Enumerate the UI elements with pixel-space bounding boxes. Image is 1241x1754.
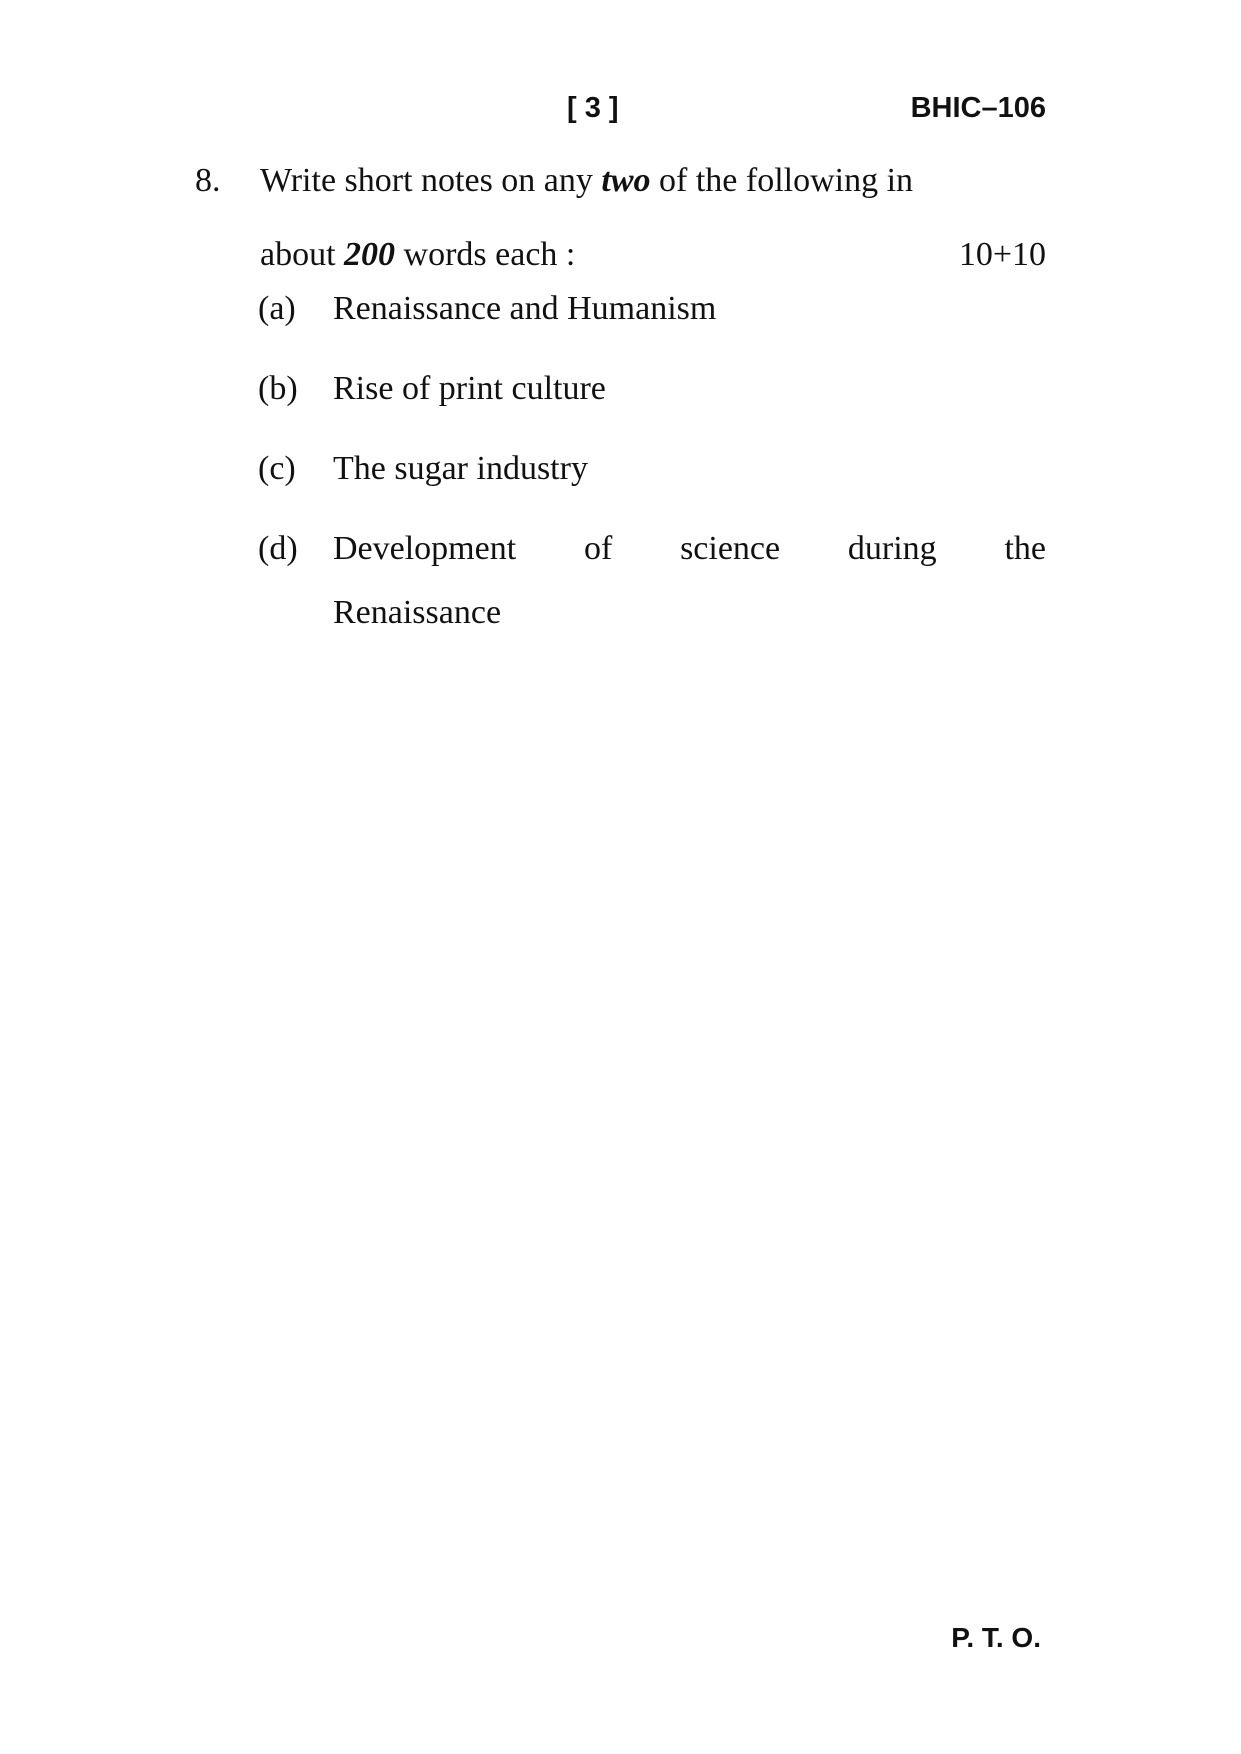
question-text: Write short notes on any xyxy=(260,162,593,199)
question-emphasis-two: two xyxy=(601,162,651,199)
paper-code: BHIC–106 xyxy=(910,92,1046,124)
question-text: words each : xyxy=(403,236,576,273)
option-b-label: (b) xyxy=(258,370,298,407)
option-d-word: the xyxy=(1004,530,1046,567)
option-c-label: (c) xyxy=(258,450,296,487)
marks: 10+10 xyxy=(958,236,1046,273)
question-text: of the following in xyxy=(659,162,914,199)
option-d-word: of xyxy=(583,530,613,567)
option-d-word: science xyxy=(680,530,781,567)
option-d-label: (d) xyxy=(258,530,298,567)
option-d-text xyxy=(333,526,1046,572)
page-number: [ 3 ] xyxy=(567,92,619,124)
option-c-text: The sugar industry xyxy=(333,450,588,487)
question-line-1 xyxy=(260,158,1046,204)
option-d-word: during xyxy=(847,530,937,567)
option-d-continuation: Renaissance xyxy=(333,594,502,631)
option-d-word: Development xyxy=(333,530,517,567)
please-turn-over: P. T. O. xyxy=(951,1622,1041,1653)
question-text: about xyxy=(260,236,336,273)
option-a-label: (a) xyxy=(258,290,296,327)
option-b-text: Rise of print culture xyxy=(333,370,606,407)
option-a-text: Renaissance and Humanism xyxy=(333,290,717,327)
question-emphasis-200: 200 xyxy=(344,236,396,273)
question-number: 8. xyxy=(195,162,221,199)
question-line-2 xyxy=(260,232,1046,278)
